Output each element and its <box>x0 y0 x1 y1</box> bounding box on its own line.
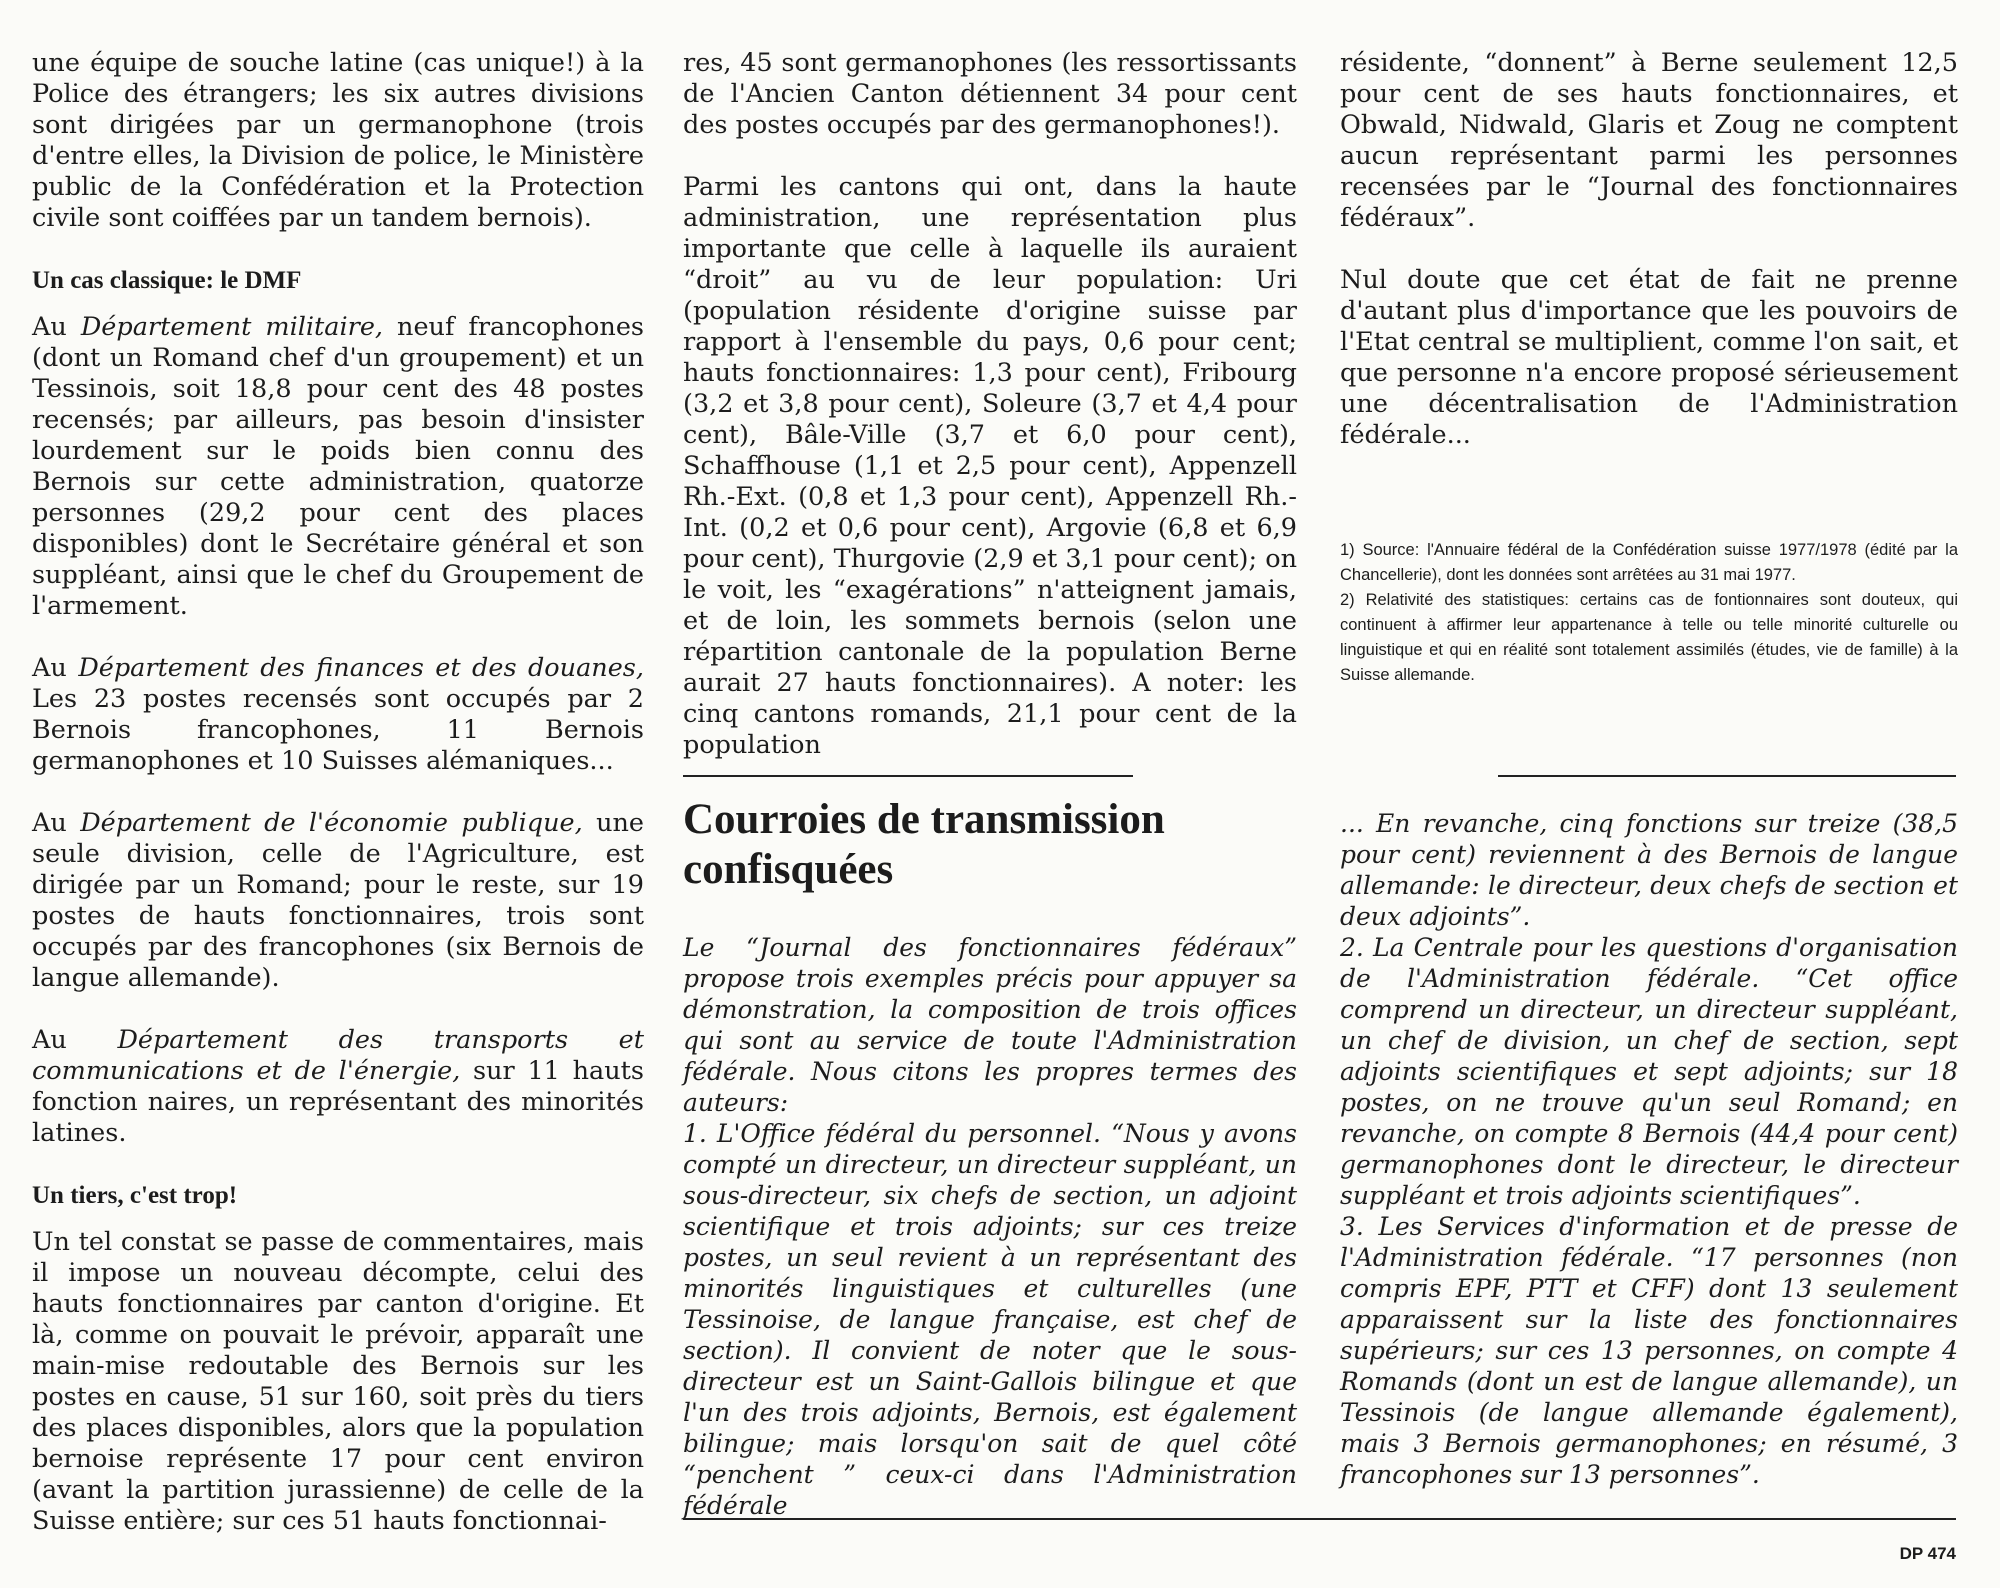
paragraph-finances: Au Département des finances et des douanes, Les 23 postes recensés sont occupés par 2 Bernois francophones, 11 Bernois germanophones et 10 Suisses alémaniques... <box>32 653 644 776</box>
column-left <box>32 48 644 1537</box>
divider-bottom <box>683 1518 1956 1520</box>
paragraph-militaire: Au Département militaire, neuf francophones (dont un Romand chef d'un groupement) et un Tessinois, soit 18,8 pour cent des 48 postes recensés; par ailleurs, pas besoin d'insister lourdement sur le poids bien connu des Bernois sur cette administration, quatorze personnes (29,2 pour cent des places disponibles) dont le Secrétaire général et son suppléant, ainsi que le chef du Groupement de l'armement. <box>32 312 645 621</box>
article-headline: Courroies de transmission confisquées <box>683 796 1165 893</box>
article-body-right <box>1340 808 1958 1490</box>
page-reference: DP 474 <box>1899 1544 1956 1563</box>
paragraph-cantons: Parmi les cantons qui ont, dans la haute administration, une représentation plus importante que celle à laquelle ils auraient “droit” au vu de leur population: Uri (population résidente d'origine suisse par rapport à l'ensemble du pays, 0,6 pour cent; hauts fonctionnaires: 1,3 pour cent), Fribourg (3,2 et 3,8 pour cent), Soleure (3,7 et 4,4 pour cent), Bâle-Ville (3,7 et 6,0 pour cent), Schaffhouse (1,1 et 2,5 pour cent), Appenzell Rh.-Ext. (0,8 et 1,3 pour cent), Appenzell Rh.-Int. (0,2 et 0,6 pour cent), Argovie (6,8 et 6,9 pour cent), Thurgovie (2,9 et 3,1 pour cent); on le voit, les “exagérations” n'atteignent jamais, et de loin, les sommets bernois (selon une répartition cantonale de la population Berne aurait 27 hauts fonctionnaires). A noter: les cinq cantons romands, 21,1 pour cent de la population <box>683 172 1297 760</box>
article-item-1: 1. L'Office fédéral du personnel. “Nous y avons compté un directeur, un directeur suppléant, un sous-directeur, six chefs de section, un adjoint scientifique et trois adjoints; sur ces treize postes, un seul revient à un représentant des minorités linguistiques et culturelles (une Tessinoise, de langue française, est chef de section). Il convient de noter que le sous-directeur est un Saint-Gallois bilingue et que l'un des trois adjoints, Bernois, est également bilingue; mais lorsqu'on sait de quel côté “penchent ” ceux-ci dans l'Administration fédérale <box>683 1119 1297 1520</box>
dept-militaire-name: Département militaire, <box>80 312 384 342</box>
subheading-dmf: Un cas classique: le DMF <box>32 267 302 294</box>
footnote-2: 2) Relativité des statistiques: certains cas de fontionnaires sont douteux, qui continuent à affirmer leur appartenance à telle ou telle minorité culturelle ou linguistique et qui en réalité sont totalement assimilés (études, vie de famille) à la Suisse allemande. <box>1340 591 1958 684</box>
paragraph-transports: Au Département des transports et communications et de l'énergie, sur 11 hauts fonction naires, un représentant des minorités latines. <box>32 1025 645 1148</box>
footnote-1: 1) Source: l'Annuaire fédéral de la Confédération suisse 1977/1978 (édité par la Chancellerie), dont les données sont arrêtées au 31 mai 1977. <box>1340 541 1958 584</box>
dept-transports-name: Département des transports et communications et de l'énergie, <box>32 1025 644 1086</box>
paragraph-tiers: Un tel constat se passe de commentaires, mais il impose un nouveau décompte, celui des hauts fonctionnaires par canton d'origine. Et là, comme on pouvait le prévoir, apparaît une main-mise redoutable des Bernois sur les postes en cause, 51 sur 160, soit près du tiers des places disponibles, alors que la population bernoise représente 17 pour cent environ (avant la partition jurassienne) de celle de la Suisse entière; sur ces 51 hauts fonctionnai- <box>32 1227 644 1536</box>
article-lead: Le “Journal des fonctionnaires fédéraux” propose trois exemples précis pour appuyer sa démonstration, la composition de trois offices qui sont au service de toute l'Administration fédérale. Nous citons les propres termes des auteurs: <box>683 933 1297 1117</box>
paragraph-economie: Au Département de l'économie publique, une seule division, celle de l'Agriculture, est dirigée par un Romand; pour le reste, sur 19 postes de hauts fonctionnaires, trois sont occupés par des francophones (six Bernois de langue allemande). <box>32 808 644 993</box>
article-item-1-continued: ... En revanche, cinq fonctions sur treize (38,5 pour cent) reviennent à des Bernois de langue allemande: le directeur, deux chefs de section et deux adjoints”. <box>1340 809 1958 931</box>
dept-finances-name: Département des finances et des douanes, <box>78 653 644 683</box>
subheading-tiers: Un tiers, c'est trop! <box>32 1182 238 1209</box>
paragraph-residente: résidente, “donnent” à Berne seulement 12,5 pour cent de ses hauts fonctionnaires, et Obwald, Nidwald, Glaris et Zoug ne comptent aucun représentant parmi les personnes recensées par le “Journal des fonctionnaires fédéraux”. <box>1340 48 1958 233</box>
footnotes <box>1340 538 1958 688</box>
paragraph-intro: une équipe de souche latine (cas unique!) à la Police des étrangers; les six autres divisions sont dirigées par un germanophone (trois d'entre elles, la Division de police, le Ministère public de la Confédération et la Protection civile sont coiffées par un tandem bernois). <box>32 48 644 233</box>
article-item-3: 3. Les Services d'information et de presse de l'Administration fédérale. “17 personnes (non compris EPF, PTT et CFF) dont 13 seulement apparaissent sur la liste des fonctionnaires supérieurs; sur ces 13 personnes, on compte 4 Romands (dont un est de langue allemande), un Tessinois (de langue allemande également), mais 3 Bernois germanophones; en résumé, 3 francophones sur 13 personnes”. <box>1340 1212 1958 1489</box>
divider-middle <box>683 775 1133 777</box>
divider-right <box>1498 775 1956 777</box>
paragraph-conclusion: Nul doute que cet état de fait ne prenne d'autant plus d'importance que les pouvoirs de l'Etat central se multiplient, comme l'on sait, et que personne n'a encore proposé sérieusement une décentralisation de l'Administration fédérale... <box>1340 265 1958 450</box>
paragraph-germanophones: res, 45 sont germanophones (les ressortissants de l'Ancien Canton détiennent 34 pour cent des postes occupés par des germanophones!). <box>683 48 1297 140</box>
dept-economie-name: Département de l'économie publique, <box>80 808 583 838</box>
column-middle <box>683 48 1297 761</box>
article-item-2: 2. La Centrale pour les questions d'organisation de l'Administration fédérale. “Cet office comprend un directeur, un directeur suppléant, un chef de division, un chef de section, sept adjoints scientifiques et sept adjoints; sur 18 postes, on ne trouve qu'un seul Romand; en revanche, on compte 8 Bernois (44,4 pour cent) germanophones dont le directeur, le directeur suppléant et trois adjoints scientifiques”. <box>1340 933 1958 1210</box>
article-body-left <box>683 932 1297 1521</box>
column-right <box>1340 48 1958 451</box>
